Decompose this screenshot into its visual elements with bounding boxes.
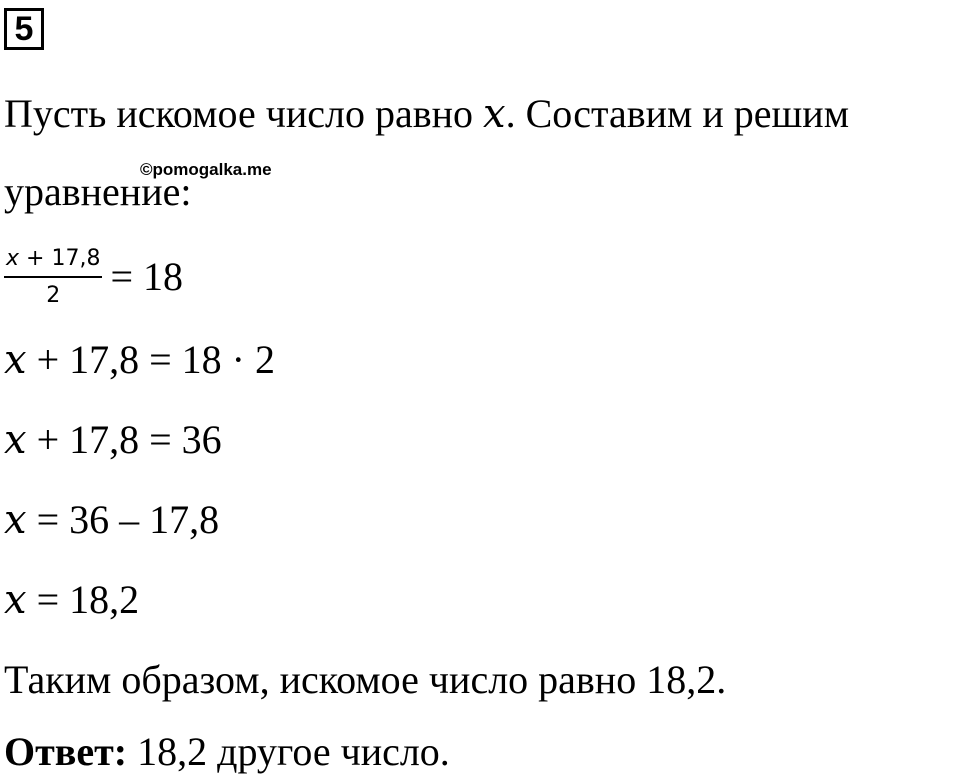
fraction-rhs: = 18	[110, 254, 183, 299]
step-2-rest: + 17,8 = 36	[26, 417, 222, 462]
answer-text: 18,2 другое число.	[127, 729, 450, 774]
fraction-numerator	[4, 245, 102, 278]
numerator-rest: + 17,8	[19, 245, 101, 271]
variable-x: x	[4, 417, 27, 463]
variable-x: x	[4, 577, 27, 623]
conclusion: Таким образом, искомое число равно 18,2.	[4, 657, 727, 702]
answer-label: Ответ:	[4, 729, 128, 774]
problem-number-badge: 5	[4, 8, 44, 50]
step-3-rest: = 36 – 17,8	[26, 497, 220, 542]
step-1	[4, 336, 275, 384]
step-2	[4, 416, 222, 464]
step-1-rest: + 17,8 = 18 · 2	[26, 337, 275, 382]
fraction-denominator: 2	[46, 282, 61, 308]
step-3	[4, 496, 219, 544]
variable-x: x	[4, 497, 27, 543]
variable-x: x	[483, 91, 506, 137]
intro-line-1	[4, 90, 849, 138]
watermark: ©pomogalka.me	[140, 160, 272, 179]
variable-x: x	[4, 337, 27, 383]
fraction	[4, 245, 102, 310]
variable-x: x	[6, 245, 20, 271]
step-4	[4, 576, 139, 624]
intro-text-before: Пусть искомое число равно	[4, 91, 484, 136]
intro-line-2: уравнение:	[4, 169, 192, 214]
answer-line	[4, 728, 450, 776]
intro-text-after: . Составим и решим	[505, 91, 850, 136]
step-4-rest: = 18,2	[26, 577, 140, 622]
fraction-equation	[4, 242, 183, 312]
